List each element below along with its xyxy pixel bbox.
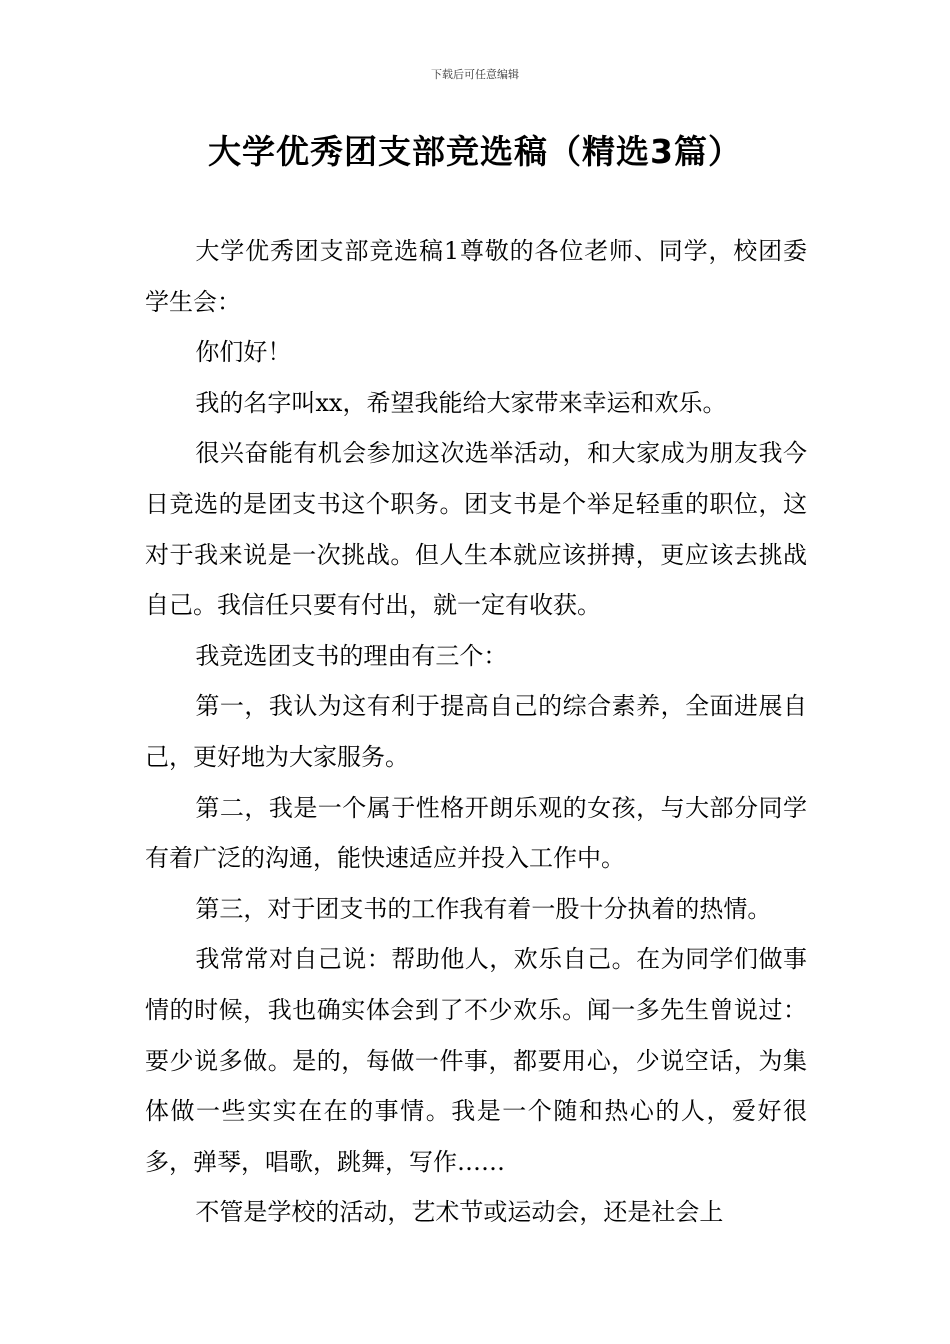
paragraph: 不管是学校的活动，艺术节或运动会，还是社会上: [195, 1198, 724, 1227]
paragraph: 很兴奋能有机会参加这次选举活动，和大家成为朋友我今日竞选的是团支书这个职务。团支书是个举足轻重的职位，这对于我来说是一次挑战。但人生本就应该拼搏，更应该去挑战自己。我信任只要有付出，就一定有收获。: [145, 439, 807, 620]
paragraph: 我的名字叫xx，希望我能给大家带来幸运和欢乐。: [195, 388, 727, 417]
paragraph: 你们好！: [195, 338, 292, 367]
document-body: [145, 226, 807, 1238]
paragraph: 大学优秀团支部竞选稿1尊敬的各位老师、同学，校团委学生会：: [145, 237, 807, 316]
paragraph: 第一，我认为这有利于提高自己的综合素养，全面进展自己，更好地为大家服务。: [145, 692, 807, 771]
paragraph: 第三，对于团支书的工作我有着一股十分执着的热情。: [195, 894, 772, 923]
paragraph: 我常常对自己说：帮助他人，欢乐自己。在为同学们做事情的时候，我也确实体会到了不少欢乐。闻一多先生曾说过：要少说多做。是的，每做一件事，都要用心，少说空话，为集体做一些实实在在的事情。我是一个随和热心的人，爱好很多，弹琴，唱歌，跳舞，写作……: [145, 945, 807, 1176]
paragraph: 第二，我是一个属于性格开朗乐观的女孩，与大部分同学有着广泛的沟通，能快速适应并投入工作中。: [145, 793, 807, 873]
document-title: 大学优秀团支部竞选稿（精选3篇）: [208, 132, 742, 171]
paragraph: 我竞选团支书的理由有三个：: [195, 641, 508, 670]
header-note: 下载后可任意编辑: [431, 68, 519, 81]
